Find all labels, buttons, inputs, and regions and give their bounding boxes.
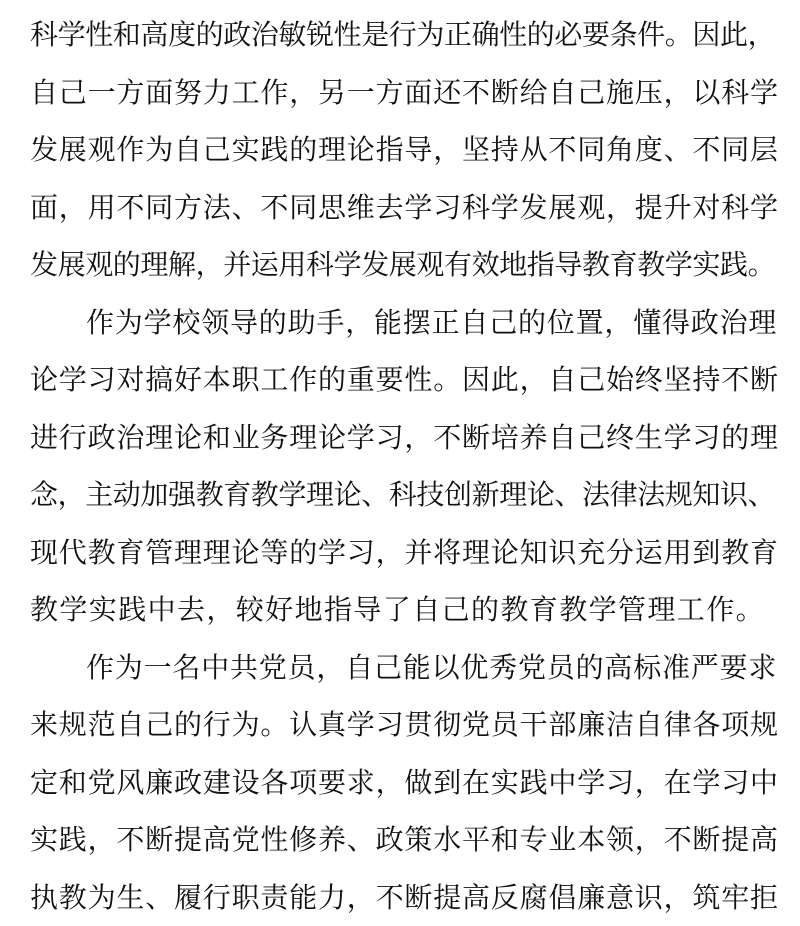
text-line-6: 作为学校领导的助手，能摆正自己的位置，懂得政治理 <box>30 294 780 352</box>
text-line-7: 论学习对搞好本职工作的重要性。因此，自己始终坚持不断 <box>30 351 780 409</box>
text-line-15: 实践，不断提高党性修养、政策水平和专业本领，不断提高 <box>30 811 780 869</box>
text-line-9: 念，主动加强教育教学理论、科技创新理论、法律法规知识、 <box>30 466 780 524</box>
document-body <box>30 6 780 926</box>
text-line-14: 定和党风廉政建设各项要求，做到在实践中学习，在学习中 <box>30 754 780 812</box>
text-line-5: 发展观的理解，并运用科学发展观有效地指导教育教学实践。 <box>30 236 780 294</box>
text-line-11: 教学实践中去，较好地指导了自己的教育教学管理工作。 <box>30 581 780 639</box>
text-line-10: 现代教育管理理论等的学习，并将理论知识充分运用到教育 <box>30 524 780 582</box>
text-line-1: 科学性和高度的政治敏锐性是行为正确性的必要条件。因此， <box>30 6 780 64</box>
text-line-13: 来规范自己的行为。认真学习贯彻党员干部廉洁自律各项规 <box>30 696 780 754</box>
text-line-2: 自己一方面努力工作，另一方面还不断给自己施压，以科学 <box>30 64 780 122</box>
text-line-4: 面，用不同方法、不同思维去学习科学发展观，提升对科学 <box>30 179 780 237</box>
text-line-12: 作为一名中共党员，自己能以优秀党员的高标准严要求 <box>30 639 780 697</box>
text-line-3: 发展观作为自己实践的理论指导，坚持从不同角度、不同层 <box>30 121 780 179</box>
text-line-8: 进行政治理论和业务理论学习，不断培养自己终生学习的理 <box>30 409 780 467</box>
text-line-16: 执教为生、履行职责能力，不断提高反腐倡廉意识，筑牢拒 <box>30 869 780 926</box>
